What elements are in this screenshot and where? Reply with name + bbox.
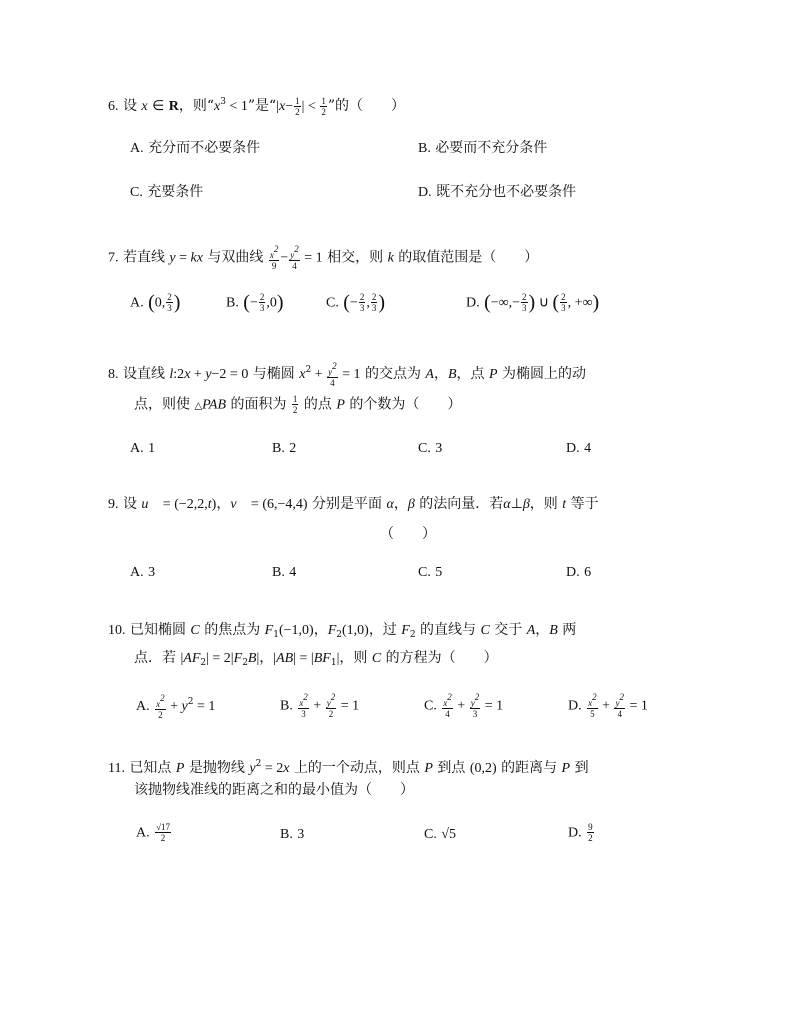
- option-a[interactable]: A. $\frac{√17}{2}$: [136, 822, 171, 843]
- option-label: C.: [326, 295, 339, 311]
- option-c[interactable]: [418, 438, 442, 459]
- option-d[interactable]: D. (−∞,− $\frac{2}{3}$ ) ∪ ( $\frac{2}{3}$ , +∞): [466, 291, 600, 314]
- option-text: 既不充分也不必要条件: [436, 184, 577, 200]
- stem-text: 的直线与: [420, 622, 477, 638]
- option-value: 3: [148, 565, 156, 580]
- option-label: C.: [424, 827, 437, 842]
- stem-text: 该抛物线准线的距离之和的最小值为（ ）: [134, 782, 414, 798]
- option-label: A.: [130, 295, 144, 311]
- option-c[interactable]: C. (− $\frac{2}{3}$ , $\frac{2}{3}$ ): [326, 291, 386, 314]
- question-10-stem: 10. 已知椭圆 C 的焦点为 $F_1(-1,0)$，$F_2(1,0)$，过 $F_2$ 的直线与 C 交于 A，B 两: [108, 622, 577, 640]
- option-a[interactable]: A. (0, $\frac{2}{3}$ ): [130, 291, 181, 314]
- option-b[interactable]: B. $\frac{x^2}{3}$ + $\frac{y^2}{2}$ = 1: [280, 692, 360, 719]
- stem-text: ”的（ ）: [327, 98, 406, 114]
- option-a[interactable]: [130, 138, 260, 159]
- stem-text: 若直线: [122, 249, 165, 266]
- stem-text: 的距离与: [501, 760, 558, 776]
- question-11-stem: 11. 已知点 P 是抛物线 $y^2 = 2x$ 上的一个动点，则点 P 到点 (0,2) 的距离与 P 到: [108, 759, 589, 776]
- option-label: A.: [130, 141, 144, 156]
- option-b[interactable]: [272, 438, 296, 459]
- option-label: B.: [280, 827, 293, 842]
- question-6-stem: 6. 设 x ∈ R，则“$x^3 < 1$”是“|x− $\frac{1}{2}$ | < $\frac{1}{2}$ ”的（ ）: [108, 95, 406, 117]
- stem-text: 的方程为（ ）: [385, 650, 498, 666]
- stem-text: 的点: [303, 396, 332, 413]
- question-number: 9.: [108, 497, 119, 512]
- option-value: 6: [584, 565, 592, 580]
- stem-text: 设: [122, 496, 137, 512]
- option-label: C.: [418, 441, 431, 456]
- question-number: 11.: [108, 761, 125, 776]
- option-value: 1: [148, 441, 156, 456]
- question-11-stem-line2: [134, 780, 414, 800]
- question-number: 8.: [108, 367, 119, 382]
- option-label: D.: [418, 185, 432, 200]
- option-label: D.: [566, 565, 580, 580]
- option-d[interactable]: D. $\frac{9}{2}$: [568, 822, 593, 843]
- option-label: B.: [272, 441, 285, 456]
- stem-text: 的面积为: [230, 396, 287, 413]
- stem-text: 与双曲线: [207, 249, 264, 266]
- stem-text: 交于: [494, 622, 523, 638]
- question-7-stem: 7. 若直线 y = kx 与双曲线 $\frac{x^2}{9}$ − $\frac{y^2}{4}$ = 1 相交，则 k 的取值范围是（ ）: [108, 244, 539, 271]
- option-b[interactable]: [418, 138, 547, 159]
- option-label: C.: [130, 185, 143, 200]
- option-value: 5: [435, 565, 443, 580]
- option-label: D.: [568, 825, 582, 841]
- stem-text: 上的一个动点，则点: [293, 760, 420, 776]
- option-value: 3: [297, 827, 305, 842]
- option-c[interactable]: C. $\frac{x^2}{4}$ + $\frac{y^2}{3}$ = 1: [424, 692, 504, 719]
- question-8-stem-line2: 点，则使 △PAB 的面积为 $\frac{1}{2}$ 的点 P 的个数为（ ）: [134, 394, 462, 415]
- option-label: C.: [418, 565, 431, 580]
- option-label: B.: [280, 698, 293, 714]
- question-10-stem-line2: 点．若 $|AF_2| = 2|F_2B|$，$|AB| = |BF_1|$，则 C 的方程为（ ）: [134, 650, 498, 668]
- option-a[interactable]: [130, 562, 155, 583]
- option-c[interactable]: [418, 562, 442, 583]
- stem-text: 设: [122, 98, 137, 114]
- stem-text: ，则“: [178, 98, 215, 114]
- option-text: 充要条件: [147, 184, 204, 200]
- question-number: 10.: [108, 623, 126, 638]
- stem-text: 已知椭圆: [129, 622, 186, 638]
- stem-text: 与椭圆: [252, 366, 295, 382]
- stem-text: 点．若: [134, 650, 176, 666]
- stem-text: 的取值范围是（ ）: [398, 249, 539, 266]
- option-label: B.: [272, 565, 285, 580]
- stem-text: 点，则使: [134, 396, 190, 413]
- option-c[interactable]: [130, 182, 203, 203]
- stem-text: 到点: [437, 760, 466, 776]
- stem-text: 分别是平面: [312, 496, 382, 512]
- stem-text: 的焦点为: [204, 622, 261, 638]
- question-8-stem: 8. 设直线 l:2x + y−2 = 0 与椭圆 $x^2$ + $\frac{y^2}{4}$ = 1 的交点为 A，B，点 P 为椭圆上的动: [108, 360, 586, 388]
- option-d[interactable]: D. $\frac{x^2}{5}$ + $\frac{y^2}{4}$ = 1: [568, 692, 648, 719]
- stem-text: 的个数为（ ）: [349, 396, 462, 413]
- question-9-stem: 9. 设 u⃗ = (−2,2,t)，v⃗ = (6,−4,4) 分别是平面 α，β 的法向量．若α⊥β，则 t 等于: [108, 496, 599, 512]
- stem-text: 的法向量．若: [419, 496, 504, 512]
- option-a[interactable]: [130, 438, 155, 459]
- stem-text: 设直线: [122, 366, 165, 382]
- option-label: D.: [568, 698, 582, 714]
- stem-text: 为椭圆上的动: [502, 366, 586, 382]
- option-label: A.: [130, 441, 144, 456]
- option-value: 2: [289, 441, 297, 456]
- option-b[interactable]: B. (− $\frac{2}{3}$ ,0): [226, 291, 284, 314]
- stem-text: 是抛物线: [188, 760, 245, 776]
- option-value: 3: [435, 441, 443, 456]
- stem-text: 两: [562, 622, 577, 638]
- option-value: 4: [584, 441, 592, 456]
- option-c[interactable]: C. √5: [424, 827, 456, 842]
- option-label: D.: [466, 295, 480, 311]
- stem-text: （ ）: [380, 526, 436, 542]
- option-d[interactable]: [566, 438, 591, 459]
- stem-text: 到: [574, 760, 589, 776]
- option-label: B.: [226, 295, 239, 311]
- option-value: 4: [289, 565, 297, 580]
- option-label: A.: [130, 565, 144, 580]
- question-number: 7.: [108, 250, 119, 266]
- stem-text: ”是“: [247, 98, 277, 114]
- option-d[interactable]: [566, 562, 591, 583]
- stem-text: 等于: [570, 496, 599, 512]
- stem-text: 的交点为: [364, 366, 421, 382]
- stem-text: ，点: [456, 366, 485, 382]
- stem-text: ，则: [339, 650, 368, 666]
- stem-text: 相交，则: [327, 249, 384, 266]
- option-b[interactable]: [272, 562, 296, 583]
- option-b[interactable]: [280, 824, 304, 845]
- stem-text: ，则: [529, 496, 558, 512]
- option-text: 必要而不充分条件: [435, 140, 548, 156]
- question-9-answer-blank: [380, 524, 436, 544]
- stem-text: 已知点: [129, 760, 172, 776]
- option-label: C.: [424, 698, 437, 714]
- option-text: 充分而不必要条件: [148, 140, 261, 156]
- question-number: 6.: [108, 99, 119, 114]
- option-label: B.: [418, 141, 431, 156]
- stem-text: ，过: [368, 622, 397, 638]
- option-label: D.: [566, 441, 580, 456]
- option-d[interactable]: [418, 182, 576, 203]
- option-label: A.: [136, 699, 150, 714]
- option-label: A.: [136, 825, 150, 841]
- option-a[interactable]: A. $\frac{x^2}{2}$ + $y^2 = 1$: [136, 692, 216, 720]
